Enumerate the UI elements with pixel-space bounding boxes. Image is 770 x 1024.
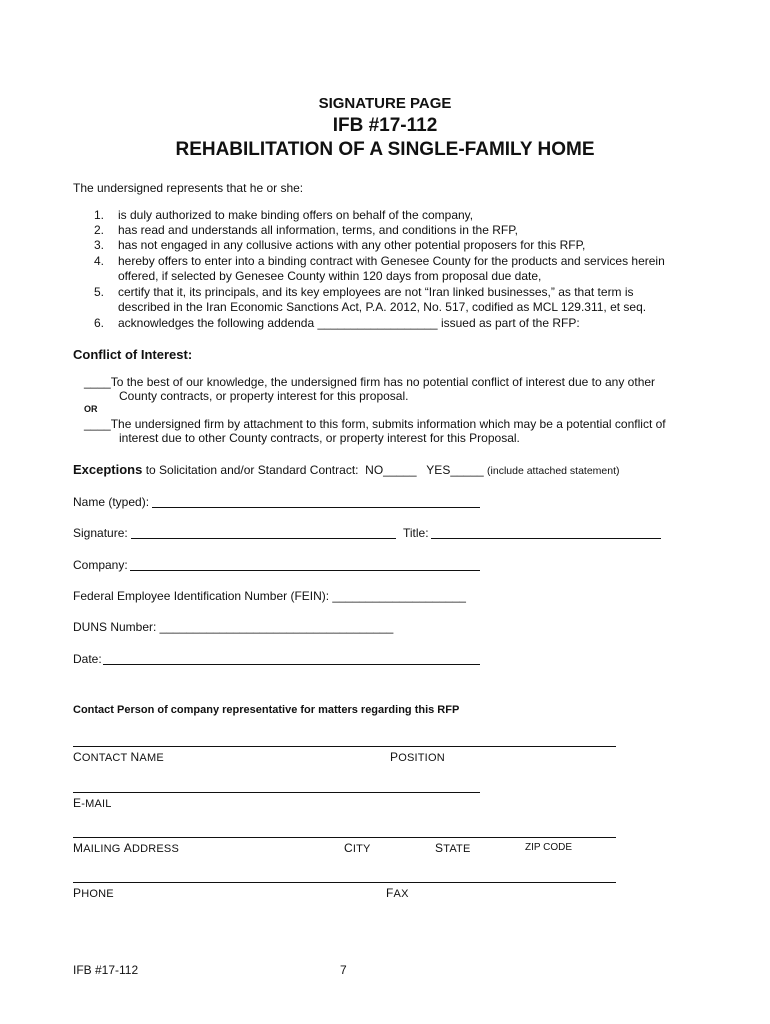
state-label: STATE [435, 841, 471, 855]
email-label: E-MAIL [73, 796, 112, 810]
phone-fax-line[interactable] [73, 882, 616, 883]
list-item: has not engaged in any collusive actions with any other potential proposers for this RFP, [118, 238, 586, 252]
name-field[interactable] [152, 507, 480, 508]
company-field[interactable] [130, 570, 480, 571]
ifb-number-heading: IFB #17-112 [332, 115, 438, 136]
list-item: acknowledges the following addenda __________________ issued as part of the RFP: [118, 316, 580, 330]
name-label: Name (typed): [73, 495, 150, 509]
list-number: 4. [93, 254, 104, 268]
list-number: 5. [93, 285, 104, 299]
title-field[interactable] [431, 538, 661, 539]
list-item: is duly authorized to make binding offers on behalf of the company, [118, 208, 474, 222]
contact-heading: Contact Person of company representative for matters regarding this RFP [73, 704, 460, 716]
mailing-address-label: MAILING ADDRESS [73, 841, 179, 855]
footer-ifb: IFB #17-112 [73, 963, 139, 977]
date-label: Date: [73, 652, 102, 666]
title-label: Title: [403, 526, 429, 540]
city-label: CITY [344, 841, 371, 855]
page-heading: SIGNATURE PAGE [318, 95, 452, 112]
exceptions-text: to Solicitation and/or Standard Contract: NO_____ YES_____ [142, 463, 488, 477]
phone-label: PHONE [73, 886, 114, 900]
conflict-option-potential-conflict-continued: interest due to other County contracts, or property interest for this Proposal. [119, 431, 520, 445]
contact-name-label: CONTACT NAME [73, 750, 164, 764]
list-item: has read and understands all information, terms, and conditions in the RFP, [118, 223, 519, 237]
position-label: POSITION [390, 750, 445, 764]
list-number: 6. [93, 316, 104, 330]
or-label: OR [84, 404, 98, 414]
list-item-continued: offered, if selected by Genesee County within 120 days from proposal due date, [118, 269, 542, 283]
address-line[interactable] [73, 837, 616, 838]
list-number: 2. [93, 223, 104, 237]
intro-text: The undersigned represents that he or she: [73, 181, 304, 195]
signature-label: Signature: [73, 526, 128, 540]
email-line[interactable] [73, 792, 480, 793]
list-number: 3. [93, 238, 104, 252]
conflict-option-no-conflict-continued: County contracts, or property interest for this proposal. [119, 389, 409, 403]
list-item-continued: described in the Iran Economic Sanctions Act, P.A. 2012, No. 517, codified as MCL 129.311, et seq. [118, 300, 647, 314]
exceptions-note: (include attached statement) [487, 465, 620, 477]
date-field[interactable] [103, 664, 480, 665]
company-label: Company: [73, 558, 128, 572]
conflict-heading: Conflict of Interest: [73, 347, 193, 362]
fax-label: FAX [386, 886, 409, 900]
list-item: hereby offers to enter into a binding contract with Genesee County for the products and services herein [118, 254, 665, 268]
conflict-option-no-conflict: ____To the best of our knowledge, the undersigned firm has no potential conflict of interest due to any other [84, 375, 656, 389]
fein-field[interactable]: Federal Employee Identification Number (FEIN): ____________________ [73, 589, 466, 603]
page-number: 7 [340, 963, 347, 977]
list-number: 1. [93, 208, 104, 222]
list-item: certify that it, its principals, and its key employees are not “Iran linked businesses,” as that term is [118, 285, 634, 299]
exceptions-line [73, 462, 620, 479]
exceptions-label: Exceptions [73, 462, 143, 477]
contact-name-position-line[interactable] [73, 746, 616, 747]
project-title-heading: REHABILITATION OF A SINGLE-FAMILY HOME [175, 139, 595, 160]
zip-code-label: ZIP CODE [525, 842, 573, 853]
duns-field[interactable]: DUNS Number: ___________________________________ [73, 620, 394, 634]
signature-field[interactable] [131, 538, 396, 539]
conflict-option-potential-conflict: ____The undersigned firm by attachment to this form, submits information which may be a potential conflict of [84, 417, 666, 431]
